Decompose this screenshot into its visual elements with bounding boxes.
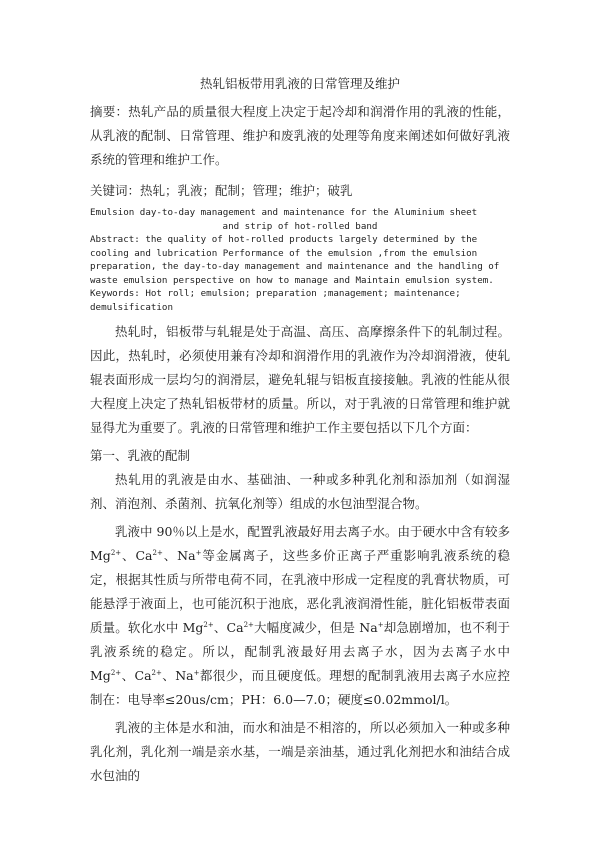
- paragraph-emulsifier: 乳液的主体是水和油，而水和油是不相溶的，所以必须加入一种或多种乳化剂，乳化剂一端是亲水基，一端是亲油基，通过乳化剂把水和油结合成水包油的: [90, 720, 510, 783]
- ca-label: 、Ca: [121, 548, 153, 563]
- ca-label-3: 、Ca: [121, 668, 152, 683]
- section-heading-preparation: 第一、乳液的配制: [90, 448, 191, 463]
- ca-charge-2: 2+: [243, 620, 254, 629]
- na-charge: +: [195, 548, 202, 557]
- abstract-english: Abstract: the quality of hot-rolled products largely determined by the cooling and lubrication Performance of the emulsion ,from the emulsion preparation, the day-to-day management and maintenance and the handling of waste emulsion perspective on how to manage and Maintain emulsion system.: [90, 234, 500, 286]
- paragraph-emulsion-composition: 热轧用的乳液是由水、基础油、一种或多种乳化剂和添加剂（如润湿剂、消泡剂、杀菌剂、抗氧化剂等）组成的水包油型混合物。: [90, 472, 510, 511]
- mg-charge-3: 2+: [110, 668, 122, 677]
- document-page: [90, 74, 510, 788]
- paragraph-deionized-water: [90, 520, 510, 712]
- ca-label-2: 、Ca: [213, 620, 244, 635]
- ca-charge-3: 2+: [151, 668, 162, 677]
- english-title-line-2: and strip of hot-rolled band: [222, 220, 378, 232]
- na-charge-3: +: [193, 668, 200, 677]
- na-charge-2: +: [377, 620, 384, 629]
- abstract-chinese: 摘要：热轧产品的质量很大程度上决定于起冷却和润滑作用的乳液的性能，从乳液的配制、日常管理、维护和废乳液的处理等角度来阐述如何做好乳液系统的管理和维护工作。: [90, 104, 510, 167]
- para3-text-1: 乳液中 90％以上是水，配置乳液最好用去离子水。由于硬水中含有较多 Mg: [90, 524, 510, 563]
- para3-text-5: 都很少，而且硬度低。理想的配制乳液用去离子水应控制在：电导率≤20us/cm；PH：6.0—7.0；硬度≤0.02mmol/l。: [90, 668, 510, 707]
- ca-charge: 2+: [152, 548, 163, 557]
- para3-text-2: 等金属离子，这些多价正离子严重影响乳液系统的稳定，根据其性质与所带电荷不同，在乳液中形成一定程度的乳膏状物质，可能悬浮于液面上，也可能沉积于池底，恶化乳液润滑性能，脏化铝板带表面质量。软化水中 Mg: [90, 548, 510, 635]
- mg-charge: 2+: [110, 548, 122, 557]
- keywords-chinese: 关键词：热轧；乳液；配制；管理；维护；破乳: [90, 183, 353, 198]
- para3-text-3: 大幅度减少，但是 Na: [253, 620, 378, 635]
- keywords-english: Keywords: Hot roll; emulsion; preparation ;management; maintenance; demulsification: [90, 288, 461, 313]
- mg-charge-2: 2+: [203, 620, 214, 629]
- para3-text-4: 却急剧增加，也不利于乳液系统的稳定。所以，配制乳液最好用去离子水，因为去离子水中 Mg: [90, 620, 510, 683]
- paper-title: 热轧铝板带用乳液的日常管理及维护: [199, 76, 400, 91]
- na-label: 、Na: [162, 548, 196, 563]
- paragraph-introduction: 热轧时，铝板带与轧辊是处于高温、高压、高摩擦条件下的轧制过程。因此，热轧时，必须使用兼有冷却和润滑作用的乳液作为冷却润滑液，使轧辊表面形成一层均匀的润滑层，避免轧辊与铝板直接接触。乳液的性能从很大程度上决定了热轧铝板带材的质量。所以，对于乳液的日常管理和维护就显得尤为重要了。乳液的日常管理和维护工作主要包括以下几个方面：: [90, 324, 510, 435]
- na-label-3: 、Na: [161, 668, 194, 683]
- english-title-line-1: Emulsion day-to-day management and maintenance for the Aluminium sheet: [90, 207, 478, 218]
